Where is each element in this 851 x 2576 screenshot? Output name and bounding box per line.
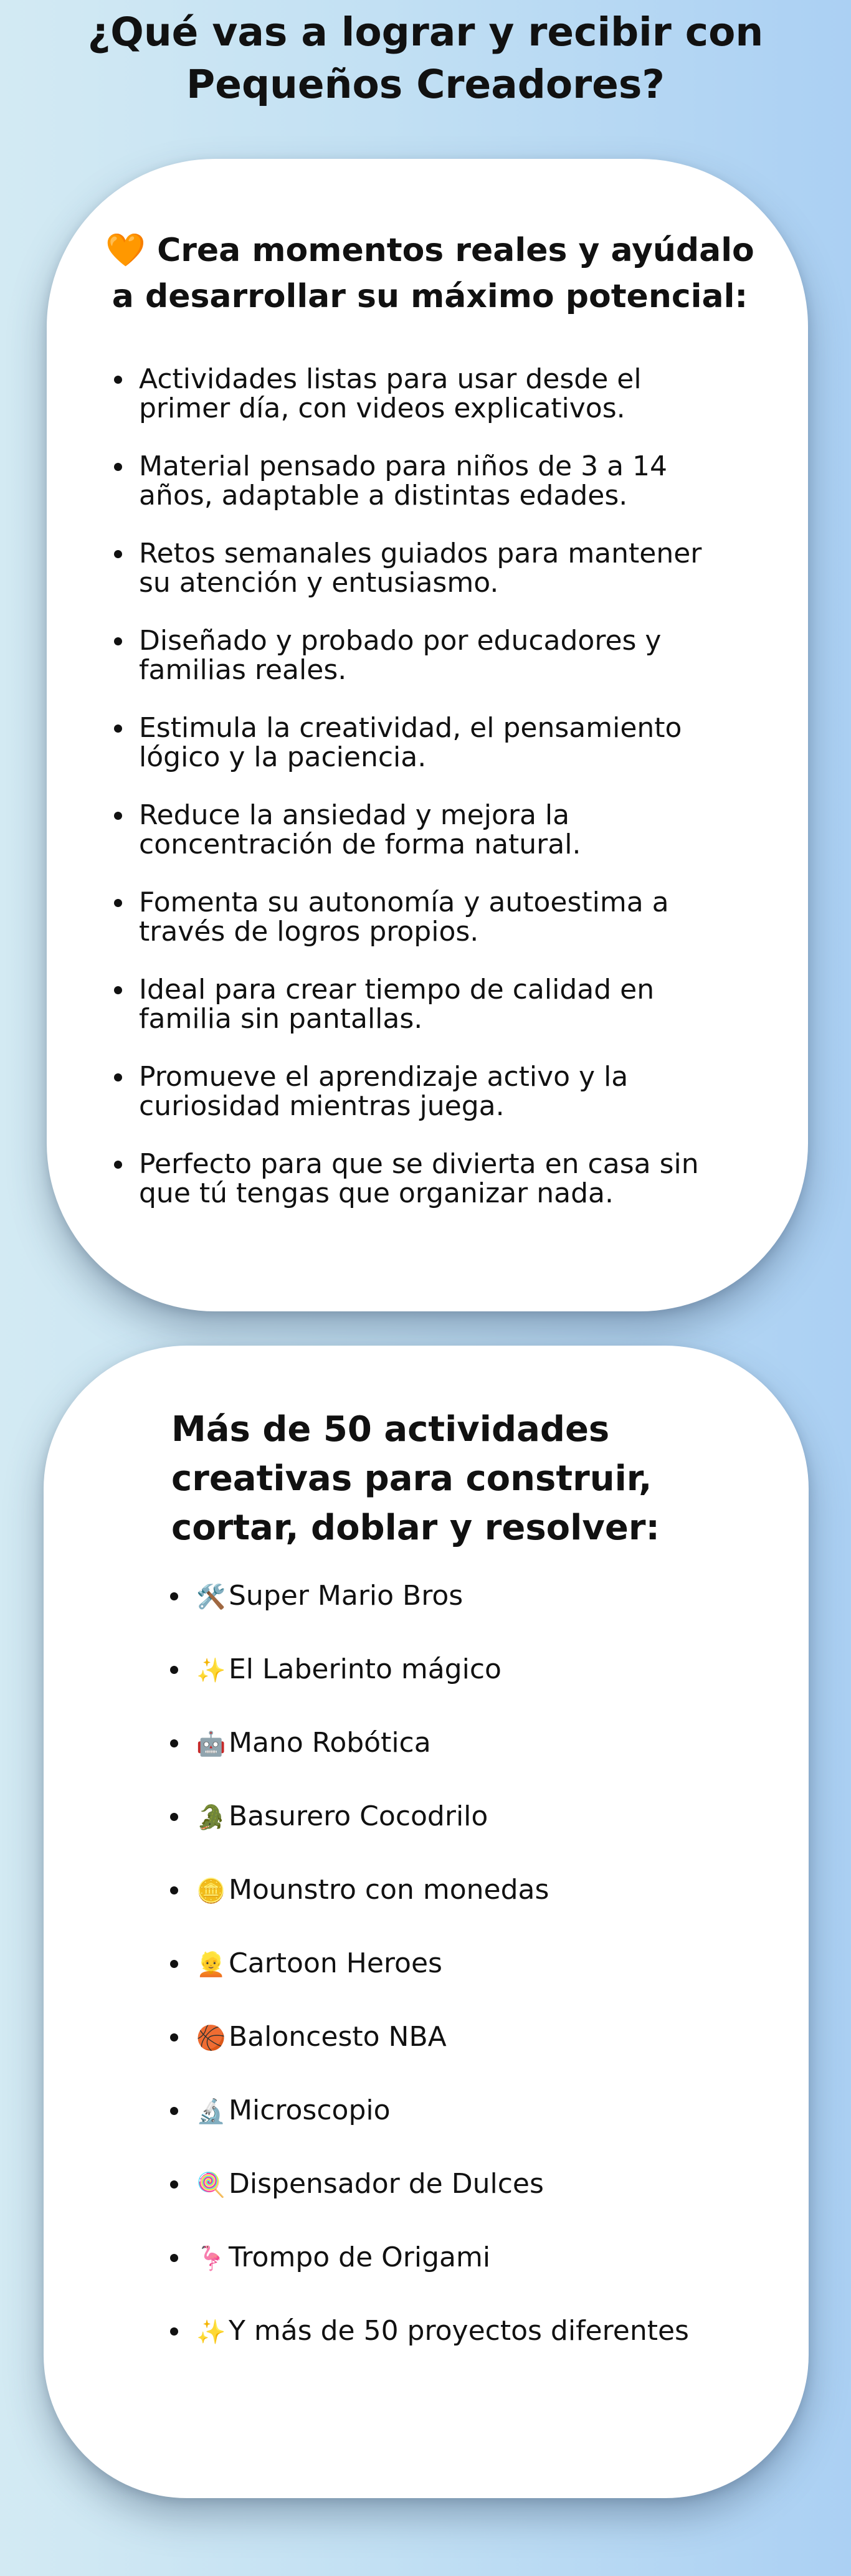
bullet-dot (170, 2180, 178, 2189)
activity-item (165, 2094, 788, 2170)
robot-icon: 🤖 (196, 1730, 226, 1757)
activities-list (165, 1582, 788, 2391)
benefit-line-2: familias reales. (139, 654, 347, 685)
benefit-line-1: Perfecto para que se divierta en casa sin (139, 1149, 699, 1180)
activity-label: Dispensador de Dulces (229, 2168, 544, 2200)
benefit-item (109, 713, 776, 772)
benefits-card (47, 159, 808, 1311)
lollipop-icon: 🍭 (196, 2171, 226, 2198)
bullet-dot (114, 725, 122, 733)
benefit-line-1: Estimula la creatividad, el pensamiento (139, 713, 682, 744)
page-title-line-2: Pequeños Creadores? (186, 62, 665, 107)
bullet-dot (114, 637, 122, 645)
bullet-dot (114, 1073, 122, 1081)
benefit-line-2: través de logros propios. (139, 916, 479, 946)
coin-icon: 🪙 (196, 1877, 226, 1904)
activity-label: Baloncesto NBA (229, 2021, 447, 2053)
activity-item (165, 1653, 788, 1729)
sparkles-icon: ✨ (196, 1656, 226, 1684)
bullet-dot (114, 899, 122, 907)
basketball-icon: 🏀 (196, 2024, 226, 2051)
bullet-dot (170, 1666, 178, 1674)
bullet-dot (170, 2327, 178, 2336)
benefit-line-2: que tú tengas que organizar nada. (139, 1177, 614, 1208)
benefit-item (109, 888, 776, 946)
activities-heading (171, 1405, 732, 1552)
activity-item (165, 1947, 788, 2023)
bullet-dot (170, 1886, 178, 1894)
benefit-line-2: lógico y la paciencia. (139, 741, 427, 772)
benefit-item (109, 1149, 776, 1208)
bullet-dot (114, 812, 122, 820)
benefit-item (109, 364, 776, 423)
benefit-line-2: su atención y entusiasmo. (139, 567, 499, 597)
benefit-line-2: concentración de forma natural. (139, 829, 581, 859)
benefit-line-1: Retos semanales guiados para mantener (139, 539, 702, 569)
bullet-dot (170, 2033, 178, 2041)
benefits-heading (103, 227, 757, 320)
bullet-dot (170, 1592, 178, 1600)
benefit-line-1: Diseñado y probado por educadores y (139, 626, 662, 657)
activity-item (165, 1729, 788, 1803)
tools-icon: 🛠️ (196, 1583, 226, 1610)
flamingo-icon: 🦩 (196, 2245, 226, 2272)
activity-label: Cartoon Heroes (229, 1947, 442, 1979)
bullet-dot (170, 1739, 178, 1747)
activity-item (165, 2170, 788, 2244)
benefit-line-2: curiosidad mientras juega. (139, 1090, 505, 1121)
crocodile-icon: 🐊 (196, 1804, 226, 1831)
activity-item (165, 1800, 788, 1876)
benefit-line-1: Reduce la ansiedad y mejora la (139, 801, 570, 831)
activity-label: Basurero Cocodrilo (229, 1800, 488, 1832)
benefit-item (109, 539, 776, 597)
benefit-line-1: Ideal para crear tiempo de calidad en (139, 975, 655, 1005)
bullet-dot (170, 1960, 178, 1968)
benefit-item (109, 801, 776, 859)
activity-label: Mano Robótica (229, 1727, 431, 1759)
benefits-list (109, 364, 776, 1237)
page-title (0, 6, 851, 111)
activities-heading-line-1: Más de 50 actividades (171, 1409, 610, 1450)
bullet-dot (114, 376, 122, 384)
benefit-line-2: familia sin pantallas. (139, 1003, 423, 1034)
benefit-item (109, 975, 776, 1034)
benefit-item (109, 1062, 776, 1121)
activity-item (165, 2317, 788, 2391)
activity-item (165, 1582, 788, 1656)
activity-item (165, 2241, 788, 2317)
benefit-line-1: Material pensado para niños de 3 a 14 (139, 452, 668, 482)
orange-heart-icon: 🧡 (105, 232, 146, 269)
benefit-line-2: primer día, con videos explicativos. (139, 392, 625, 423)
activity-label: El Laberinto mágico (229, 1653, 502, 1685)
bullet-dot (114, 463, 122, 471)
bullet-dot (114, 986, 122, 994)
benefit-item (109, 452, 776, 510)
bullet-dot (170, 2107, 178, 2115)
sparkles-icon: ✨ (196, 2318, 226, 2345)
activity-label: Super Mario Bros (229, 1580, 464, 1612)
activity-label: Mounstro con monedas (229, 1874, 549, 1906)
benefits-heading-line-1: Crea momentos reales y ayúdalo (157, 232, 754, 269)
activity-label: Microscopio (229, 2094, 391, 2126)
bullet-dot (114, 550, 122, 558)
activity-label: Y más de 50 proyectos diferentes (229, 2315, 689, 2347)
hero-face-icon: 👱 (196, 1951, 226, 1978)
benefit-line-1: Fomenta su autonomía y autoestima a (139, 888, 669, 918)
benefit-item (109, 626, 776, 685)
activities-heading-line-3: cortar, doblar y resolver: (171, 1508, 660, 1548)
activity-label: Trompo de Origami (229, 2241, 491, 2273)
microscope-icon: 🔬 (196, 2098, 226, 2125)
benefit-line-2: años, adaptable a distintas edades. (139, 480, 628, 510)
bullet-dot (170, 1813, 178, 1821)
activities-heading-line-2: creativas para construir, (171, 1458, 652, 1499)
activities-card (44, 1346, 809, 2498)
activity-item (165, 1876, 788, 1950)
benefit-line-1: Promueve el aprendizaje activo y la (139, 1062, 629, 1093)
activity-item (165, 2023, 788, 2097)
page-title-line-1: ¿Qué vas a lograr y recibir con (87, 9, 764, 55)
benefits-heading-line-2: a desarrollar su máximo potencial: (112, 278, 748, 315)
bullet-dot (114, 1161, 122, 1169)
benefit-line-1: Actividades listas para usar desde el (139, 364, 642, 395)
bullet-dot (170, 2254, 178, 2262)
